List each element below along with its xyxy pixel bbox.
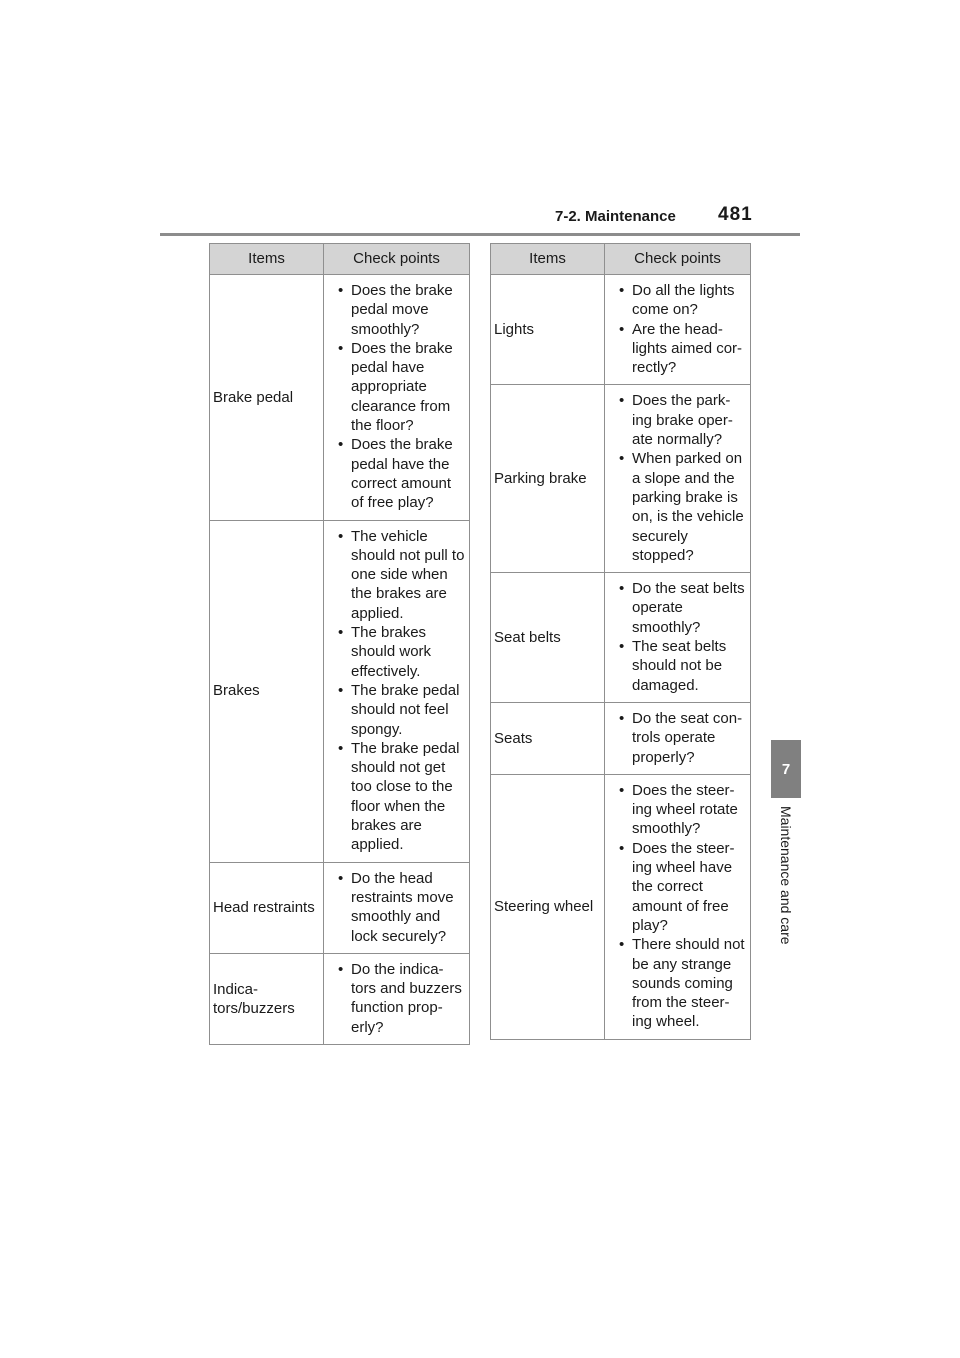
check-points-list [619,281,746,377]
check-points-cell [605,774,751,1039]
check-point-item: • Does the steer-ing wheel have the correct amount of free play? [619,839,746,935]
chapter-title-text: Maintenance and care [778,806,794,945]
item-cell: Seat belts [491,573,605,703]
check-points-list [338,869,465,946]
item-cell: Seats [491,702,605,774]
section-title: 7-2. Maintenance [555,208,676,225]
check-point-item: • The vehicle should not pull to one side when the brakes are applied. [338,527,465,623]
table-row [210,953,470,1044]
check-points-cell [605,573,751,703]
check-points-cell [324,275,470,521]
check-point-item: • The brake pedal should not feel spongy. [338,681,465,739]
item-cell: Steering wheel [491,774,605,1039]
header-items: Items [491,244,605,275]
check-points-list [619,391,746,565]
check-points-cell [605,385,751,573]
header-items: Items [210,244,324,275]
check-point-item: • The brake pedal should not get too close to the floor when the brakes are applied. [338,739,465,855]
table-row [210,275,470,521]
table-row [491,573,751,703]
check-point-item: • Are the head-lights aimed cor-rectly? [619,320,746,378]
table-row [491,774,751,1039]
chapter-title [770,806,802,978]
check-point-item: • The brakes should work effectively. [338,623,465,681]
header-check-points: Check points [605,244,751,275]
check-points-cell [605,275,751,385]
check-point-item: • Do all the lights come on? [619,281,746,320]
table-row [491,275,751,385]
check-point-item: • Do the seat con-trols operate properly? [619,709,746,767]
check-points-list [338,281,465,513]
check-points-list [619,781,746,1032]
check-point-item: • Does the steer-ing wheel rotate smoothly? [619,781,746,839]
table-header-row [491,244,751,275]
check-table-left [209,243,470,1045]
check-point-item: • Do the head restraints move smoothly and lock securely? [338,869,465,946]
table-row [491,702,751,774]
check-point-item: • When parked on a slope and the parking brake is on, is the vehicle securely stopped? [619,449,746,565]
check-points-cell [324,862,470,953]
check-points-cell [605,702,751,774]
chapter-tab [771,740,801,798]
check-table-right [490,243,751,1040]
check-point-item: • Does the brake pedal have appropriate clearance from the floor? [338,339,465,435]
table-row [491,385,751,573]
chapter-number: 7 [781,760,791,778]
check-points-cell [324,953,470,1044]
check-point-item: • Do the indica-tors and buzzers function prop-erly? [338,960,465,1037]
item-cell: Lights [491,275,605,385]
check-point-item: • There should not be any strange sounds coming from the steer-ing wheel. [619,935,746,1031]
check-points-list [338,960,465,1037]
check-point-item: • Does the brake pedal have the correct amount of free play? [338,435,465,512]
check-point-item: • Does the brake pedal move smoothly? [338,281,465,339]
table-header-row [210,244,470,275]
check-points-list [338,527,465,855]
check-point-item: • The seat belts should not be damaged. [619,637,746,695]
header-check-points: Check points [324,244,470,275]
check-point-item: • Do the seat belts operate smoothly? [619,579,746,637]
table-row [210,862,470,953]
table-row [210,520,470,862]
item-cell: Brakes [210,520,324,862]
check-point-item: • Does the park-ing brake oper-ate normally? [619,391,746,449]
header-divider [160,233,800,236]
check-points-list [619,709,746,767]
check-points-cell [324,520,470,862]
item-cell: Brake pedal [210,275,324,521]
item-cell: Head restraints [210,862,324,953]
check-points-list [619,579,746,695]
page-number: 481 [718,204,753,225]
item-cell: Indica-tors/buzzers [210,953,324,1044]
item-cell: Parking brake [491,385,605,573]
